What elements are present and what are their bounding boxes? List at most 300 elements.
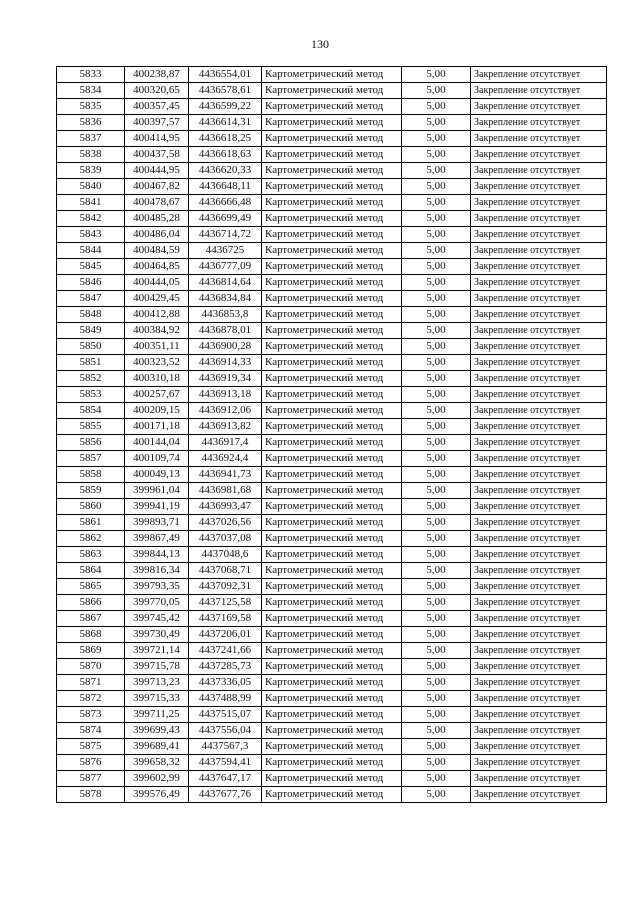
page-number: 130 [311,37,329,51]
table-row [57,467,607,483]
x-coordinate-cell: 399576,49 [125,787,189,803]
fixation-cell: Закрепление отсутствует [471,307,607,323]
method-cell: Картометрический метод [262,483,402,499]
point-number-cell: 5865 [57,579,125,595]
point-number-cell: 5856 [57,435,125,451]
method-cell: Картометрический метод [262,371,402,387]
accuracy-cell: 5,00 [402,435,471,451]
y-coordinate-cell: 4436912,06 [189,403,262,419]
x-coordinate-cell: 400357,45 [125,99,189,115]
accuracy-cell: 5,00 [402,691,471,707]
table-row [57,611,607,627]
y-coordinate-cell: 4436878,01 [189,323,262,339]
table-row [57,483,607,499]
method-cell: Картометрический метод [262,99,402,115]
method-cell: Картометрический метод [262,211,402,227]
point-number-cell: 5838 [57,147,125,163]
point-number-cell: 5858 [57,467,125,483]
table-row [57,451,607,467]
point-number-cell: 5874 [57,723,125,739]
point-number-cell: 5834 [57,83,125,99]
table-row [57,435,607,451]
x-coordinate-cell: 400238,87 [125,67,189,83]
x-coordinate-cell: 399715,78 [125,659,189,675]
fixation-cell: Закрепление отсутствует [471,467,607,483]
point-number-cell: 5852 [57,371,125,387]
x-coordinate-cell: 400414,95 [125,131,189,147]
y-coordinate-cell: 4436919,34 [189,371,262,387]
accuracy-cell: 5,00 [402,483,471,499]
table-row [57,771,607,787]
point-number-cell: 5866 [57,595,125,611]
x-coordinate-cell: 399961,04 [125,483,189,499]
accuracy-cell: 5,00 [402,195,471,211]
y-coordinate-cell: 4437068,71 [189,563,262,579]
point-number-cell: 5848 [57,307,125,323]
point-number-cell: 5862 [57,531,125,547]
accuracy-cell: 5,00 [402,163,471,179]
fixation-cell: Закрепление отсутствует [471,579,607,595]
fixation-cell: Закрепление отсутствует [471,483,607,499]
table-row [57,643,607,659]
method-cell: Картометрический метод [262,451,402,467]
accuracy-cell: 5,00 [402,771,471,787]
method-cell: Картометрический метод [262,355,402,371]
method-cell: Картометрический метод [262,627,402,643]
x-coordinate-cell: 399867,49 [125,531,189,547]
method-cell: Картометрический метод [262,435,402,451]
method-cell: Картометрический метод [262,83,402,99]
y-coordinate-cell: 4436900,28 [189,339,262,355]
x-coordinate-cell: 400486,04 [125,227,189,243]
point-number-cell: 5837 [57,131,125,147]
accuracy-cell: 5,00 [402,83,471,99]
fixation-cell: Закрепление отсутствует [471,515,607,531]
accuracy-cell: 5,00 [402,179,471,195]
fixation-cell: Закрепление отсутствует [471,611,607,627]
method-cell: Картометрический метод [262,307,402,323]
method-cell: Картометрический метод [262,179,402,195]
accuracy-cell: 5,00 [402,147,471,163]
x-coordinate-cell: 400351,11 [125,339,189,355]
y-coordinate-cell: 4436981,68 [189,483,262,499]
y-coordinate-cell: 4437092,31 [189,579,262,595]
fixation-cell: Закрепление отсутствует [471,531,607,547]
method-cell: Картометрический метод [262,259,402,275]
x-coordinate-cell: 400109,74 [125,451,189,467]
point-number-cell: 5847 [57,291,125,307]
accuracy-cell: 5,00 [402,499,471,515]
table-row [57,515,607,531]
fixation-cell: Закрепление отсутствует [471,83,607,99]
fixation-cell: Закрепление отсутствует [471,563,607,579]
x-coordinate-cell: 400384,92 [125,323,189,339]
table-row [57,579,607,595]
y-coordinate-cell: 4436578,61 [189,83,262,99]
table-row [57,259,607,275]
accuracy-cell: 5,00 [402,467,471,483]
x-coordinate-cell: 400323,52 [125,355,189,371]
accuracy-cell: 5,00 [402,243,471,259]
y-coordinate-cell: 4436618,25 [189,131,262,147]
accuracy-cell: 5,00 [402,115,471,131]
table-row [57,499,607,515]
y-coordinate-cell: 4437336,05 [189,675,262,691]
point-number-cell: 5863 [57,547,125,563]
method-cell: Картометрический метод [262,499,402,515]
fixation-cell: Закрепление отсутствует [471,387,607,403]
accuracy-cell: 5,00 [402,403,471,419]
table-row [57,627,607,643]
table-row [57,707,607,723]
method-cell: Картометрический метод [262,755,402,771]
method-cell: Картометрический метод [262,323,402,339]
point-number-cell: 5845 [57,259,125,275]
y-coordinate-cell: 4436725 [189,243,262,259]
fixation-cell: Закрепление отсутствует [471,787,607,803]
y-coordinate-cell: 4437677,76 [189,787,262,803]
x-coordinate-cell: 400144,04 [125,435,189,451]
method-cell: Картометрический метод [262,707,402,723]
method-cell: Картометрический метод [262,531,402,547]
table-row [57,531,607,547]
method-cell: Картометрический метод [262,131,402,147]
y-coordinate-cell: 4436648,11 [189,179,262,195]
table-row [57,163,607,179]
point-number-cell: 5850 [57,339,125,355]
fixation-cell: Закрепление отсутствует [471,451,607,467]
accuracy-cell: 5,00 [402,739,471,755]
fixation-cell: Закрепление отсутствует [471,707,607,723]
method-cell: Картометрический метод [262,739,402,755]
fixation-cell: Закрепление отсутствует [471,755,607,771]
x-coordinate-cell: 399893,71 [125,515,189,531]
y-coordinate-cell: 4436914,33 [189,355,262,371]
y-coordinate-cell: 4437048,6 [189,547,262,563]
point-number-cell: 5859 [57,483,125,499]
y-coordinate-cell: 4436777,09 [189,259,262,275]
accuracy-cell: 5,00 [402,291,471,307]
accuracy-cell: 5,00 [402,451,471,467]
y-coordinate-cell: 4437037,08 [189,531,262,547]
fixation-cell: Закрепление отсутствует [471,355,607,371]
y-coordinate-cell: 4436834,84 [189,291,262,307]
method-cell: Картометрический метод [262,547,402,563]
fixation-cell: Закрепление отсутствует [471,227,607,243]
table-body [57,67,607,803]
table-row [57,275,607,291]
y-coordinate-cell: 4437647,17 [189,771,262,787]
point-number-cell: 5844 [57,243,125,259]
accuracy-cell: 5,00 [402,67,471,83]
x-coordinate-cell: 399770,05 [125,595,189,611]
fixation-cell: Закрепление отсутствует [471,179,607,195]
table-row [57,547,607,563]
accuracy-cell: 5,00 [402,131,471,147]
fixation-cell: Закрепление отсутствует [471,67,607,83]
table-row [57,691,607,707]
point-number-cell: 5864 [57,563,125,579]
method-cell: Картометрический метод [262,787,402,803]
fixation-cell: Закрепление отсутствует [471,499,607,515]
method-cell: Картометрический метод [262,579,402,595]
x-coordinate-cell: 399941,19 [125,499,189,515]
fixation-cell: Закрепление отсутствует [471,131,607,147]
table-row [57,227,607,243]
method-cell: Картометрический метод [262,563,402,579]
y-coordinate-cell: 4437515,07 [189,707,262,723]
method-cell: Картометрический метод [262,595,402,611]
accuracy-cell: 5,00 [402,259,471,275]
accuracy-cell: 5,00 [402,627,471,643]
point-number-cell: 5843 [57,227,125,243]
accuracy-cell: 5,00 [402,307,471,323]
table-row [57,355,607,371]
method-cell: Картометрический метод [262,659,402,675]
point-number-cell: 5857 [57,451,125,467]
method-cell: Картометрический метод [262,291,402,307]
method-cell: Картометрический метод [262,675,402,691]
point-number-cell: 5871 [57,675,125,691]
point-number-cell: 5878 [57,787,125,803]
fixation-cell: Закрепление отсутствует [471,419,607,435]
table-row [57,99,607,115]
y-coordinate-cell: 4436666,48 [189,195,262,211]
table-row [57,339,607,355]
y-coordinate-cell: 4436924,4 [189,451,262,467]
point-number-cell: 5868 [57,627,125,643]
point-number-cell: 5861 [57,515,125,531]
table-row [57,131,607,147]
x-coordinate-cell: 400444,95 [125,163,189,179]
fixation-cell: Закрепление отсутствует [471,99,607,115]
table-row [57,419,607,435]
fixation-cell: Закрепление отсутствует [471,211,607,227]
x-coordinate-cell: 400397,57 [125,115,189,131]
y-coordinate-cell: 4437488,99 [189,691,262,707]
table-row [57,83,607,99]
point-number-cell: 5836 [57,115,125,131]
x-coordinate-cell: 400444,05 [125,275,189,291]
accuracy-cell: 5,00 [402,227,471,243]
table-row [57,115,607,131]
point-number-cell: 5876 [57,755,125,771]
y-coordinate-cell: 4437169,58 [189,611,262,627]
point-number-cell: 5839 [57,163,125,179]
point-number-cell: 5872 [57,691,125,707]
y-coordinate-cell: 4436618,63 [189,147,262,163]
method-cell: Картометрический метод [262,115,402,131]
fixation-cell: Закрепление отсутствует [471,659,607,675]
point-number-cell: 5855 [57,419,125,435]
x-coordinate-cell: 400320,65 [125,83,189,99]
x-coordinate-cell: 399602,99 [125,771,189,787]
x-coordinate-cell: 400171,18 [125,419,189,435]
x-coordinate-cell: 399689,41 [125,739,189,755]
table-row [57,307,607,323]
method-cell: Картометрический метод [262,387,402,403]
point-number-cell: 5870 [57,659,125,675]
y-coordinate-cell: 4437285,73 [189,659,262,675]
fixation-cell: Закрепление отсутствует [471,595,607,611]
y-coordinate-cell: 4437594,41 [189,755,262,771]
table-row [57,179,607,195]
point-number-cell: 5840 [57,179,125,195]
point-number-cell: 5860 [57,499,125,515]
table-row [57,739,607,755]
accuracy-cell: 5,00 [402,659,471,675]
y-coordinate-cell: 4436941,73 [189,467,262,483]
accuracy-cell: 5,00 [402,755,471,771]
method-cell: Картометрический метод [262,67,402,83]
accuracy-cell: 5,00 [402,707,471,723]
table-row [57,243,607,259]
method-cell: Картометрический метод [262,691,402,707]
accuracy-cell: 5,00 [402,579,471,595]
accuracy-cell: 5,00 [402,515,471,531]
x-coordinate-cell: 400467,82 [125,179,189,195]
table-row [57,291,607,307]
fixation-cell: Закрепление отсутствует [471,323,607,339]
accuracy-cell: 5,00 [402,275,471,291]
x-coordinate-cell: 399699,43 [125,723,189,739]
fixation-cell: Закрепление отсутствует [471,739,607,755]
y-coordinate-cell: 4437556,04 [189,723,262,739]
point-number-cell: 5833 [57,67,125,83]
y-coordinate-cell: 4436614,31 [189,115,262,131]
method-cell: Картометрический метод [262,243,402,259]
method-cell: Картометрический метод [262,339,402,355]
fixation-cell: Закрепление отсутствует [471,115,607,131]
method-cell: Картометрический метод [262,195,402,211]
fixation-cell: Закрепление отсутствует [471,691,607,707]
method-cell: Картометрический метод [262,419,402,435]
fixation-cell: Закрепление отсутствует [471,435,607,451]
table-row [57,147,607,163]
fixation-cell: Закрепление отсутствует [471,403,607,419]
table-row [57,755,607,771]
table-row [57,371,607,387]
point-number-cell: 5851 [57,355,125,371]
x-coordinate-cell: 400478,67 [125,195,189,211]
accuracy-cell: 5,00 [402,419,471,435]
y-coordinate-cell: 4436620,33 [189,163,262,179]
x-coordinate-cell: 399713,23 [125,675,189,691]
x-coordinate-cell: 399721,14 [125,643,189,659]
x-coordinate-cell: 399730,49 [125,627,189,643]
fixation-cell: Закрепление отсутствует [471,275,607,291]
x-coordinate-cell: 400464,85 [125,259,189,275]
table-row [57,323,607,339]
point-number-cell: 5835 [57,99,125,115]
method-cell: Картометрический метод [262,147,402,163]
table-row [57,387,607,403]
fixation-cell: Закрепление отсутствует [471,163,607,179]
x-coordinate-cell: 399715,33 [125,691,189,707]
fixation-cell: Закрепление отсутствует [471,339,607,355]
method-cell: Картометрический метод [262,771,402,787]
method-cell: Картометрический метод [262,723,402,739]
point-number-cell: 5849 [57,323,125,339]
x-coordinate-cell: 400484,59 [125,243,189,259]
fixation-cell: Закрепление отсутствует [471,547,607,563]
y-coordinate-cell: 4437125,58 [189,595,262,611]
x-coordinate-cell: 399793,35 [125,579,189,595]
accuracy-cell: 5,00 [402,355,471,371]
fixation-cell: Закрепление отсутствует [471,643,607,659]
y-coordinate-cell: 4436913,82 [189,419,262,435]
fixation-cell: Закрепление отсутствует [471,771,607,787]
point-number-cell: 5869 [57,643,125,659]
table-row [57,723,607,739]
table-row [57,659,607,675]
table-row [57,67,607,83]
table-row [57,787,607,803]
y-coordinate-cell: 4436917,4 [189,435,262,451]
y-coordinate-cell: 4436993,47 [189,499,262,515]
method-cell: Картометрический метод [262,163,402,179]
x-coordinate-cell: 399711,25 [125,707,189,723]
point-number-cell: 5854 [57,403,125,419]
fixation-cell: Закрепление отсутствует [471,291,607,307]
point-number-cell: 5842 [57,211,125,227]
point-number-cell: 5846 [57,275,125,291]
method-cell: Картометрический метод [262,227,402,243]
y-coordinate-cell: 4436699,49 [189,211,262,227]
method-cell: Картометрический метод [262,275,402,291]
y-coordinate-cell: 4436714,72 [189,227,262,243]
fixation-cell: Закрепление отсутствует [471,675,607,691]
table-row [57,675,607,691]
fixation-cell: Закрепление отсутствует [471,243,607,259]
accuracy-cell: 5,00 [402,99,471,115]
accuracy-cell: 5,00 [402,211,471,227]
x-coordinate-cell: 400209,15 [125,403,189,419]
y-coordinate-cell: 4436853,8 [189,307,262,323]
fixation-cell: Закрепление отсутствует [471,627,607,643]
fixation-cell: Закрепление отсутствует [471,147,607,163]
accuracy-cell: 5,00 [402,371,471,387]
y-coordinate-cell: 4437241,66 [189,643,262,659]
y-coordinate-cell: 4437026,56 [189,515,262,531]
point-number-cell: 5875 [57,739,125,755]
accuracy-cell: 5,00 [402,323,471,339]
x-coordinate-cell: 399844,13 [125,547,189,563]
x-coordinate-cell: 399816,34 [125,563,189,579]
x-coordinate-cell: 400310,18 [125,371,189,387]
accuracy-cell: 5,00 [402,611,471,627]
x-coordinate-cell: 400257,67 [125,387,189,403]
table-row [57,403,607,419]
table-row [57,211,607,227]
accuracy-cell: 5,00 [402,643,471,659]
x-coordinate-cell: 400429,45 [125,291,189,307]
table-row [57,195,607,211]
table-row [57,563,607,579]
point-number-cell: 5841 [57,195,125,211]
y-coordinate-cell: 4436599,22 [189,99,262,115]
accuracy-cell: 5,00 [402,563,471,579]
method-cell: Картометрический метод [262,515,402,531]
x-coordinate-cell: 399745,42 [125,611,189,627]
accuracy-cell: 5,00 [402,531,471,547]
x-coordinate-cell: 400437,58 [125,147,189,163]
point-number-cell: 5873 [57,707,125,723]
x-coordinate-cell: 400485,28 [125,211,189,227]
accuracy-cell: 5,00 [402,787,471,803]
method-cell: Картометрический метод [262,643,402,659]
x-coordinate-cell: 399658,32 [125,755,189,771]
